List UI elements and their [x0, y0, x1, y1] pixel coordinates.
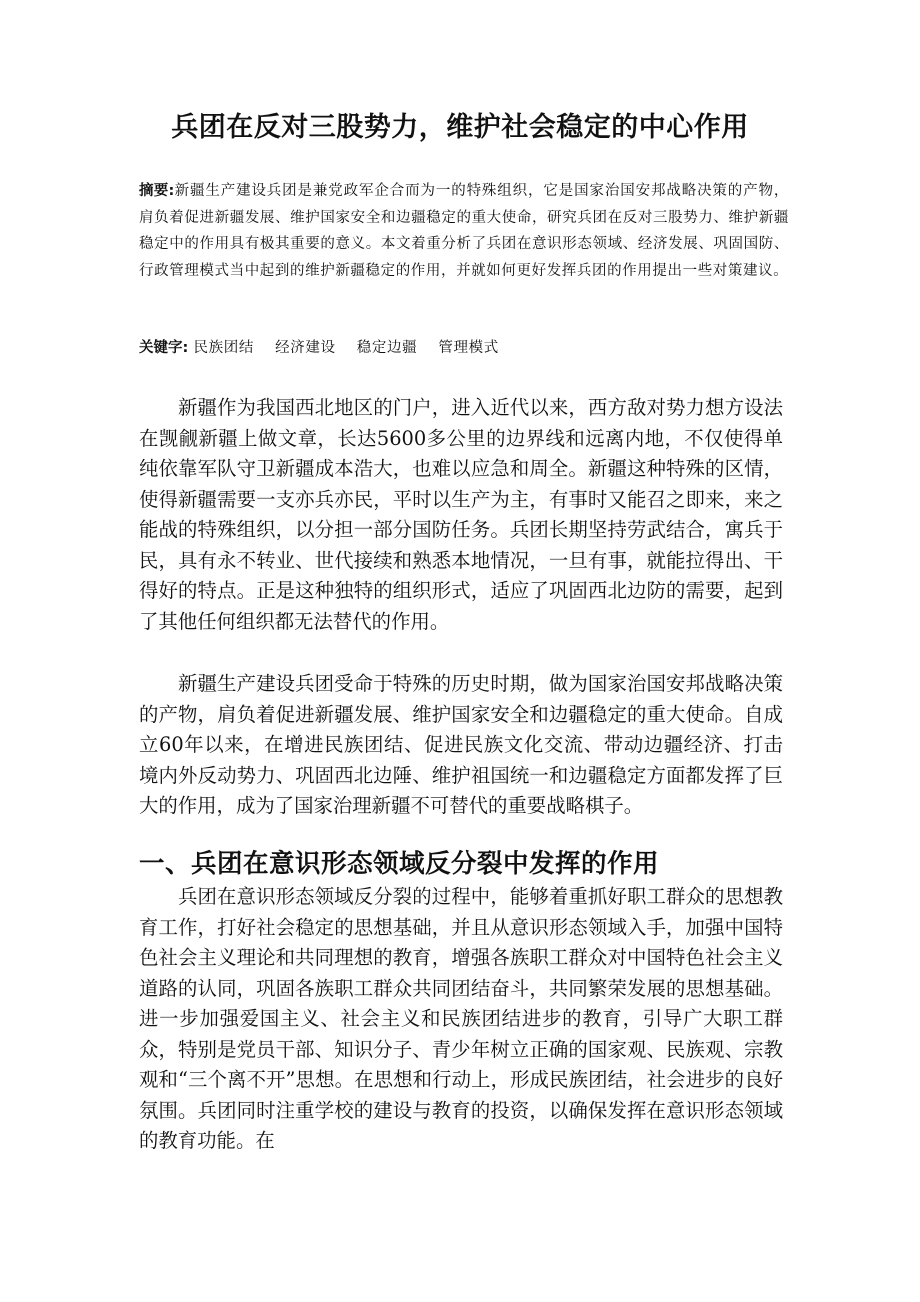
body-paragraph: 新疆作为我国西北地区的门户，进入近代以来，西方敌对势力想方设法在觊觎新疆上做文章，长达5600多公里的边界线和远离内地，不仅使得单纯依靠军队守卫新疆成本浩大，也难以应急和周全。新疆这种特殊的区情，使得新疆需要一支亦兵亦民，平时以生产为主，有事时又能召之即来，来之能战的特殊组织，以分担一部分国防任务。兵团长期坚持劳武结合，寓兵于民，具有永不转业、世代接续和熟悉本地情况，一旦有事，就能拉得出、干得好的特点。正是这种独特的组织形式，适应了巩固西北边防的需要，起到了其他任何组织都无法替代的作用。 — [139, 396, 783, 633]
keyword: 经济建设 — [275, 340, 336, 356]
keyword: 管理模式 — [438, 340, 499, 356]
keywords-label: 关键字: — [139, 340, 189, 356]
body-paragraph: 新疆生产建设兵团受命于特殊的历史时期，做为国家治国安邦战略决策的产物，肩负着促进新疆发展、维护国家安全和边疆稳定的重大使命。自成立60年以来，在增进民族团结、促进民族文化交流、带动边疆经济、打击境内外反动势力、巩固西北边陲、维护祖国统一和边疆稳定方面都发挥了巨大的作用，成为了国家治理新疆不可替代的重要战略棋子。 — [139, 672, 783, 817]
keyword: 民族团结 — [193, 340, 254, 356]
abstract-label: 摘要: — [139, 183, 175, 199]
abstract-text: 新疆生产建设兵团是兼党政军企合而为一的特殊组织，它是国家治国安邦战略决策的产物，肩负着促进新疆发展、维护国家安全和边疆稳定的重大使命，研究兵团在反对三股势力、维护新疆稳定中的作用具有极其重要的意义。本文着重分析了兵团在意识形态领域、经济发展、巩固国防、行政管理模式当中起到的维护新疆稳定的作用，并就如何更好发挥兵团的作用提出一些对策建议。 — [139, 183, 789, 279]
document-title: 兵团在反对三股势力，维护社会稳定的中心作用 — [171, 112, 749, 143]
body-paragraph: 兵团在意识形态领域反分裂的过程中，能够着重抓好职工群众的思想教育工作，打好社会稳定的思想基础，并且从意识形态领域入手，加强中国特色社会主义理论和共同理想的教育，增强各族职工群众对中国特色社会主义道路的认同，巩固各族职工群众共同团结奋斗，共同繁荣发展的思想基础。进一步加强爱国主义、社会主义和民族团结进步的教育，引导广大职工群众，特别是党员干部、知识分子、青少年树立正确的国家观、民族观、宗教观和“三个离不开”思想。在思想和行动上，形成民族团结，社会进步的良好氛围。兵团同时注重学校的建设与教育的投资，以确保发挥在意识形态领域的教育功能。在 — [139, 885, 783, 1152]
section-heading: 一、兵团在意识形态领域反分裂中发挥的作用 — [139, 849, 660, 879]
abstract — [139, 178, 789, 284]
keyword: 稳定边疆 — [356, 340, 418, 356]
keywords — [139, 335, 789, 361]
